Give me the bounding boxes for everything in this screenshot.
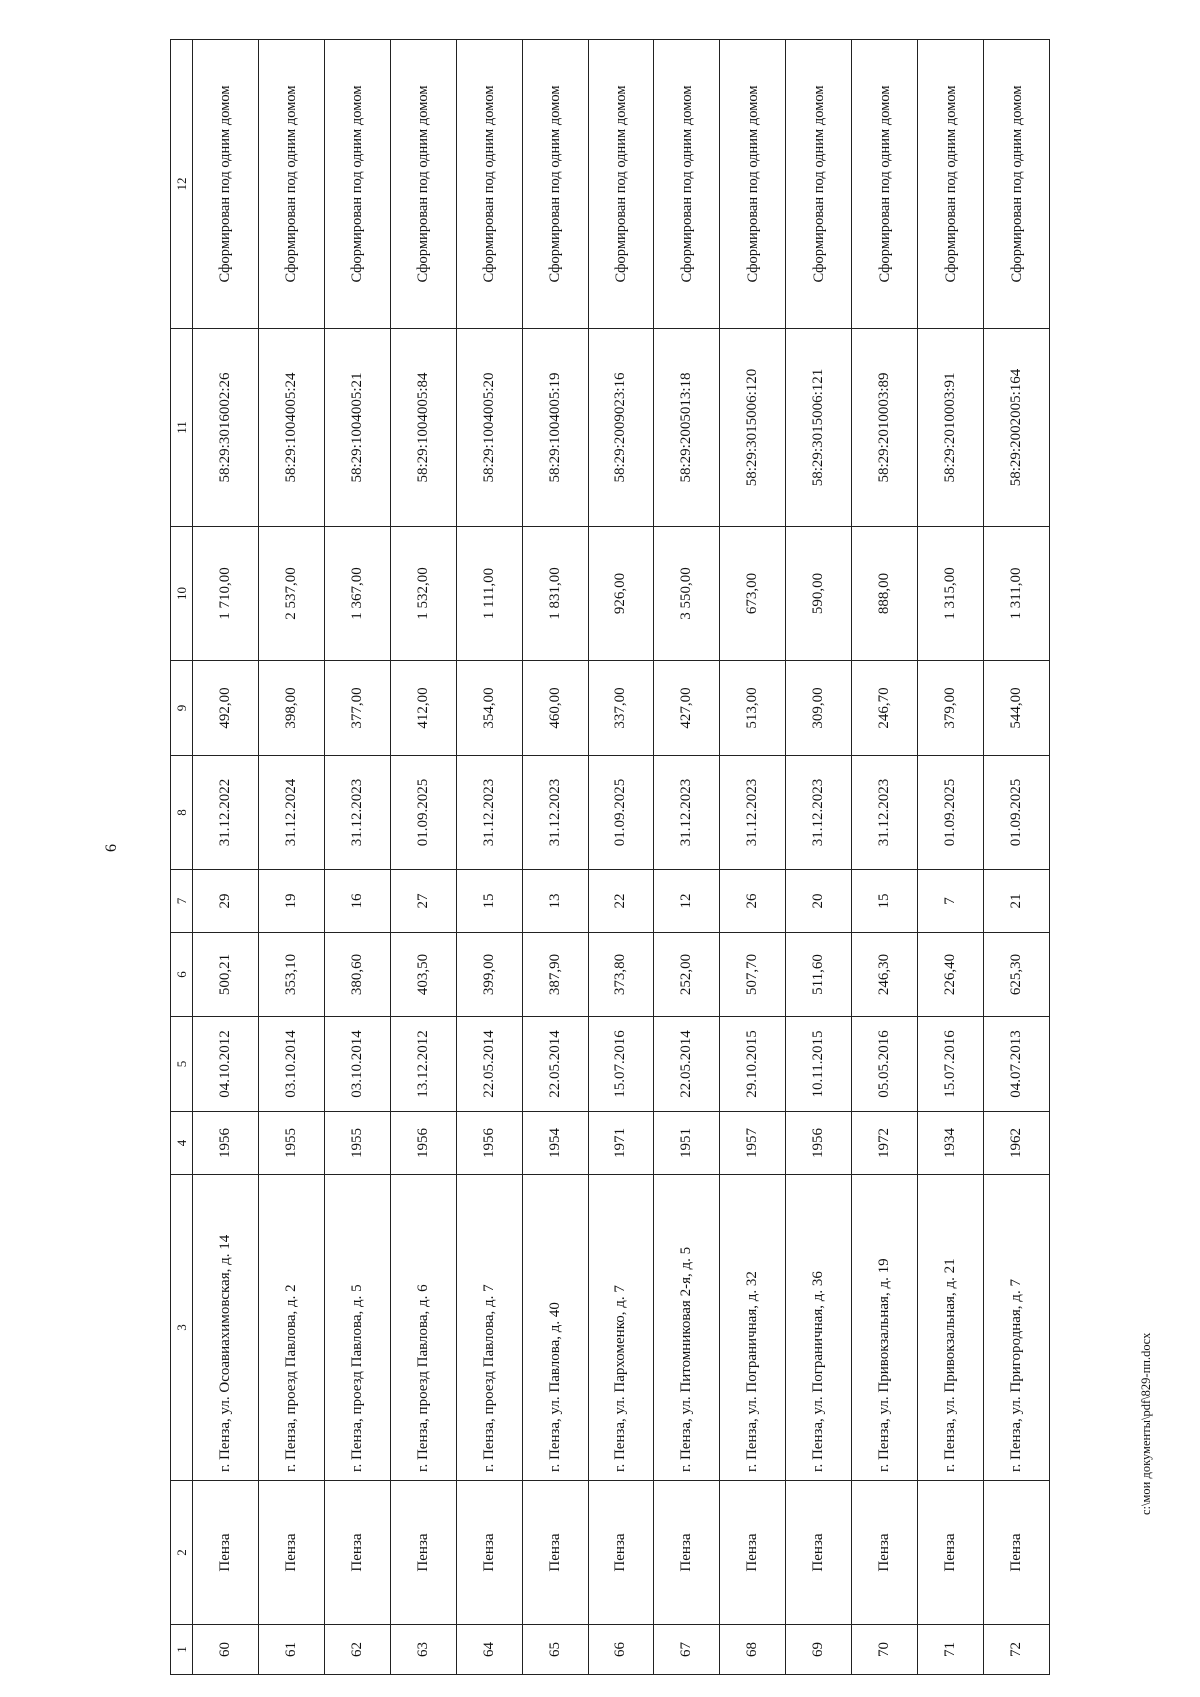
cell-city: Пенза: [324, 1481, 390, 1625]
cell-row-number: 66: [588, 1625, 654, 1675]
cell-row-number: 63: [390, 1625, 456, 1675]
cell-build-year: 1951: [654, 1112, 720, 1175]
cell-land-area: 1 111,00: [456, 527, 522, 661]
cell-build-year: 1962: [984, 1112, 1050, 1175]
cell-area: 246,30: [852, 933, 918, 1017]
cell-city: Пенза: [588, 1481, 654, 1625]
cell-area-2: 377,00: [324, 661, 390, 756]
cell-date: 05.05.2016: [852, 1017, 918, 1112]
column-header-6: 6: [171, 933, 193, 1017]
cell-deadline: 01.09.2025: [390, 756, 456, 870]
cell-row-number: 61: [258, 1625, 324, 1675]
cell-residents: 15: [456, 870, 522, 933]
cell-row-number: 71: [918, 1625, 984, 1675]
cell-row-number: 65: [522, 1625, 588, 1675]
cell-land-area: 1 710,00: [193, 527, 259, 661]
cell-residents: 29: [193, 870, 259, 933]
cell-residents: 22: [588, 870, 654, 933]
cell-area: 380,60: [324, 933, 390, 1017]
cell-row-number: 72: [984, 1625, 1050, 1675]
cell-address: г. Пенза, ул. Пограничная, д. 32: [720, 1175, 786, 1481]
cell-date: 04.07.2013: [984, 1017, 1050, 1112]
cell-area: 403,50: [390, 933, 456, 1017]
cell-residents: 7: [918, 870, 984, 933]
cell-area: 226,40: [918, 933, 984, 1017]
cell-build-year: 1956: [456, 1112, 522, 1175]
footer-file-path: c:\мои документы\pdf\829-пп.docx: [1139, 1332, 1153, 1515]
cell-area: 625,30: [984, 933, 1050, 1017]
table-body: [193, 40, 1050, 1675]
cell-date: 10.11.2015: [786, 1017, 852, 1112]
cell-land-area: 888,00: [852, 527, 918, 661]
cell-city: Пенза: [984, 1481, 1050, 1625]
cell-status: Сформирован под одним домом: [918, 40, 984, 329]
cell-deadline: 31.12.2023: [720, 756, 786, 870]
cell-cadastral-number: 58:29:3016002:26: [193, 329, 259, 527]
column-header-12: 12: [171, 40, 193, 329]
cell-residents: 21: [984, 870, 1050, 933]
column-header-7: 7: [171, 870, 193, 933]
cell-cadastral-number: 58:29:1004005:19: [522, 329, 588, 527]
table-row: [720, 40, 786, 1675]
cell-status: Сформирован под одним домом: [258, 40, 324, 329]
cell-row-number: 68: [720, 1625, 786, 1675]
cell-city: Пенза: [390, 1481, 456, 1625]
cell-date: 15.07.2016: [918, 1017, 984, 1112]
table-row: [654, 40, 720, 1675]
cell-land-area: 1 311,00: [984, 527, 1050, 661]
cell-area-2: 513,00: [720, 661, 786, 756]
cell-status: Сформирован под одним домом: [786, 40, 852, 329]
cell-build-year: 1934: [918, 1112, 984, 1175]
cell-build-year: 1955: [258, 1112, 324, 1175]
cell-date: 04.10.2012: [193, 1017, 259, 1112]
cell-residents: 26: [720, 870, 786, 933]
cell-date: 22.05.2014: [654, 1017, 720, 1112]
cell-city: Пенза: [852, 1481, 918, 1625]
cell-address: г. Пенза, проезд Павлова, д. 2: [258, 1175, 324, 1481]
cell-cadastral-number: 58:29:2010003:91: [918, 329, 984, 527]
cell-deadline: 31.12.2024: [258, 756, 324, 870]
page-number: 6: [103, 844, 120, 852]
cell-cadastral-number: 58:29:1004005:21: [324, 329, 390, 527]
cell-deadline: 31.12.2022: [193, 756, 259, 870]
cell-cadastral-number: 58:29:2009023:16: [588, 329, 654, 527]
cell-status: Сформирован под одним домом: [522, 40, 588, 329]
cell-land-area: 590,00: [786, 527, 852, 661]
cell-residents: 12: [654, 870, 720, 933]
cell-area-2: 492,00: [193, 661, 259, 756]
table-row: [193, 40, 259, 1675]
cell-deadline: 01.09.2025: [588, 756, 654, 870]
cell-area: 399,00: [456, 933, 522, 1017]
cell-address: г. Пенза, ул. Пригородная, д. 7: [984, 1175, 1050, 1481]
header-row: [171, 40, 193, 1675]
cell-cadastral-number: 58:29:3015006:120: [720, 329, 786, 527]
cell-date: 22.05.2014: [456, 1017, 522, 1112]
table-row: [258, 40, 324, 1675]
column-header-3: 3: [171, 1175, 193, 1481]
cell-land-area: 673,00: [720, 527, 786, 661]
housing-table: [170, 39, 1050, 1675]
cell-deadline: 31.12.2023: [456, 756, 522, 870]
cell-build-year: 1955: [324, 1112, 390, 1175]
cell-area: 507,70: [720, 933, 786, 1017]
cell-address: г. Пенза, ул. Привокзальная, д. 19: [852, 1175, 918, 1481]
cell-date: 03.10.2014: [324, 1017, 390, 1112]
cell-address: г. Пенза, ул. Осоавиахимовская, д. 14: [193, 1175, 259, 1481]
cell-status: Сформирован под одним домом: [193, 40, 259, 329]
column-header-5: 5: [171, 1017, 193, 1112]
cell-residents: 27: [390, 870, 456, 933]
cell-deadline: 31.12.2023: [324, 756, 390, 870]
cell-status: Сформирован под одним домом: [456, 40, 522, 329]
cell-cadastral-number: 58:29:2002005:164: [984, 329, 1050, 527]
column-header-8: 8: [171, 756, 193, 870]
cell-build-year: 1971: [588, 1112, 654, 1175]
cell-row-number: 67: [654, 1625, 720, 1675]
cell-address: г. Пенза, ул. Пограничная, д. 36: [786, 1175, 852, 1481]
cell-build-year: 1954: [522, 1112, 588, 1175]
cell-cadastral-number: 58:29:1004005:24: [258, 329, 324, 527]
cell-build-year: 1972: [852, 1112, 918, 1175]
cell-status: Сформирован под одним домом: [324, 40, 390, 329]
cell-date: 13.12.2012: [390, 1017, 456, 1112]
table-row: [522, 40, 588, 1675]
cell-residents: 20: [786, 870, 852, 933]
column-header-2: 2: [171, 1481, 193, 1625]
cell-land-area: 2 537,00: [258, 527, 324, 661]
cell-area: 252,00: [654, 933, 720, 1017]
cell-address: г. Пенза, проезд Павлова, д. 7: [456, 1175, 522, 1481]
table-row: [588, 40, 654, 1675]
cell-build-year: 1956: [786, 1112, 852, 1175]
cell-deadline: 31.12.2023: [654, 756, 720, 870]
cell-cadastral-number: 58:29:3015006:121: [786, 329, 852, 527]
cell-area: 500,21: [193, 933, 259, 1017]
cell-status: Сформирован под одним домом: [588, 40, 654, 329]
cell-deadline: 31.12.2023: [852, 756, 918, 870]
cell-land-area: 3 550,00: [654, 527, 720, 661]
cell-row-number: 60: [193, 1625, 259, 1675]
cell-city: Пенза: [522, 1481, 588, 1625]
table-row: [852, 40, 918, 1675]
cell-area: 373,80: [588, 933, 654, 1017]
cell-city: Пенза: [918, 1481, 984, 1625]
cell-build-year: 1956: [193, 1112, 259, 1175]
table-row: [984, 40, 1050, 1675]
cell-status: Сформирован под одним домом: [390, 40, 456, 329]
cell-deadline: 31.12.2023: [786, 756, 852, 870]
cell-date: 03.10.2014: [258, 1017, 324, 1112]
column-header-4: 4: [171, 1112, 193, 1175]
cell-address: г. Пенза, ул. Питомниковая 2-я, д. 5: [654, 1175, 720, 1481]
cell-land-area: 1 831,00: [522, 527, 588, 661]
cell-city: Пенза: [654, 1481, 720, 1625]
cell-cadastral-number: 58:29:1004005:20: [456, 329, 522, 527]
cell-area-2: 544,00: [984, 661, 1050, 756]
cell-status: Сформирован под одним домом: [654, 40, 720, 329]
cell-deadline: 01.09.2025: [918, 756, 984, 870]
cell-cadastral-number: 58:29:2010003:89: [852, 329, 918, 527]
table-row: [786, 40, 852, 1675]
cell-city: Пенза: [193, 1481, 259, 1625]
cell-city: Пенза: [456, 1481, 522, 1625]
cell-row-number: 64: [456, 1625, 522, 1675]
cell-area-2: 379,00: [918, 661, 984, 756]
cell-build-year: 1957: [720, 1112, 786, 1175]
cell-city: Пенза: [786, 1481, 852, 1625]
column-header-1: 1: [171, 1625, 193, 1675]
cell-area-2: 412,00: [390, 661, 456, 756]
cell-row-number: 62: [324, 1625, 390, 1675]
cell-status: Сформирован под одним домом: [984, 40, 1050, 329]
table-row: [390, 40, 456, 1675]
cell-row-number: 69: [786, 1625, 852, 1675]
cell-date: 15.07.2016: [588, 1017, 654, 1112]
column-header-11: 11: [171, 329, 193, 527]
rotated-table-container: [170, 40, 1050, 1675]
cell-deadline: 31.12.2023: [522, 756, 588, 870]
cell-cadastral-number: 58:29:2005013:18: [654, 329, 720, 527]
cell-city: Пенза: [258, 1481, 324, 1625]
cell-area-2: 354,00: [456, 661, 522, 756]
cell-land-area: 1 367,00: [324, 527, 390, 661]
cell-city: Пенза: [720, 1481, 786, 1625]
table-row: [324, 40, 390, 1675]
column-header-10: 10: [171, 527, 193, 661]
cell-area: 353,10: [258, 933, 324, 1017]
cell-status: Сформирован под одним домом: [720, 40, 786, 329]
cell-area-2: 246,70: [852, 661, 918, 756]
cell-residents: 19: [258, 870, 324, 933]
cell-area-2: 398,00: [258, 661, 324, 756]
column-header-9: 9: [171, 661, 193, 756]
cell-date: 22.05.2014: [522, 1017, 588, 1112]
cell-status: Сформирован под одним домом: [852, 40, 918, 329]
cell-land-area: 1 315,00: [918, 527, 984, 661]
cell-area-2: 460,00: [522, 661, 588, 756]
cell-area-2: 337,00: [588, 661, 654, 756]
cell-address: г. Пенза, проезд Павлова, д. 6: [390, 1175, 456, 1481]
cell-area: 511,60: [786, 933, 852, 1017]
cell-area-2: 427,00: [654, 661, 720, 756]
cell-residents: 13: [522, 870, 588, 933]
cell-address: г. Пенза, ул. Павлова, д. 40: [522, 1175, 588, 1481]
cell-land-area: 1 532,00: [390, 527, 456, 661]
cell-cadastral-number: 58:29:1004005:84: [390, 329, 456, 527]
cell-area-2: 309,00: [786, 661, 852, 756]
cell-land-area: 926,00: [588, 527, 654, 661]
cell-residents: 15: [852, 870, 918, 933]
cell-date: 29.10.2015: [720, 1017, 786, 1112]
cell-residents: 16: [324, 870, 390, 933]
table-row: [918, 40, 984, 1675]
cell-address: г. Пенза, ул. Пархоменко, д. 7: [588, 1175, 654, 1481]
cell-address: г. Пенза, ул. Привокзальная, д. 21: [918, 1175, 984, 1481]
cell-area: 387,90: [522, 933, 588, 1017]
cell-row-number: 70: [852, 1625, 918, 1675]
cell-address: г. Пенза, проезд Павлова, д. 5: [324, 1175, 390, 1481]
cell-build-year: 1956: [390, 1112, 456, 1175]
cell-deadline: 01.09.2025: [984, 756, 1050, 870]
table-row: [456, 40, 522, 1675]
